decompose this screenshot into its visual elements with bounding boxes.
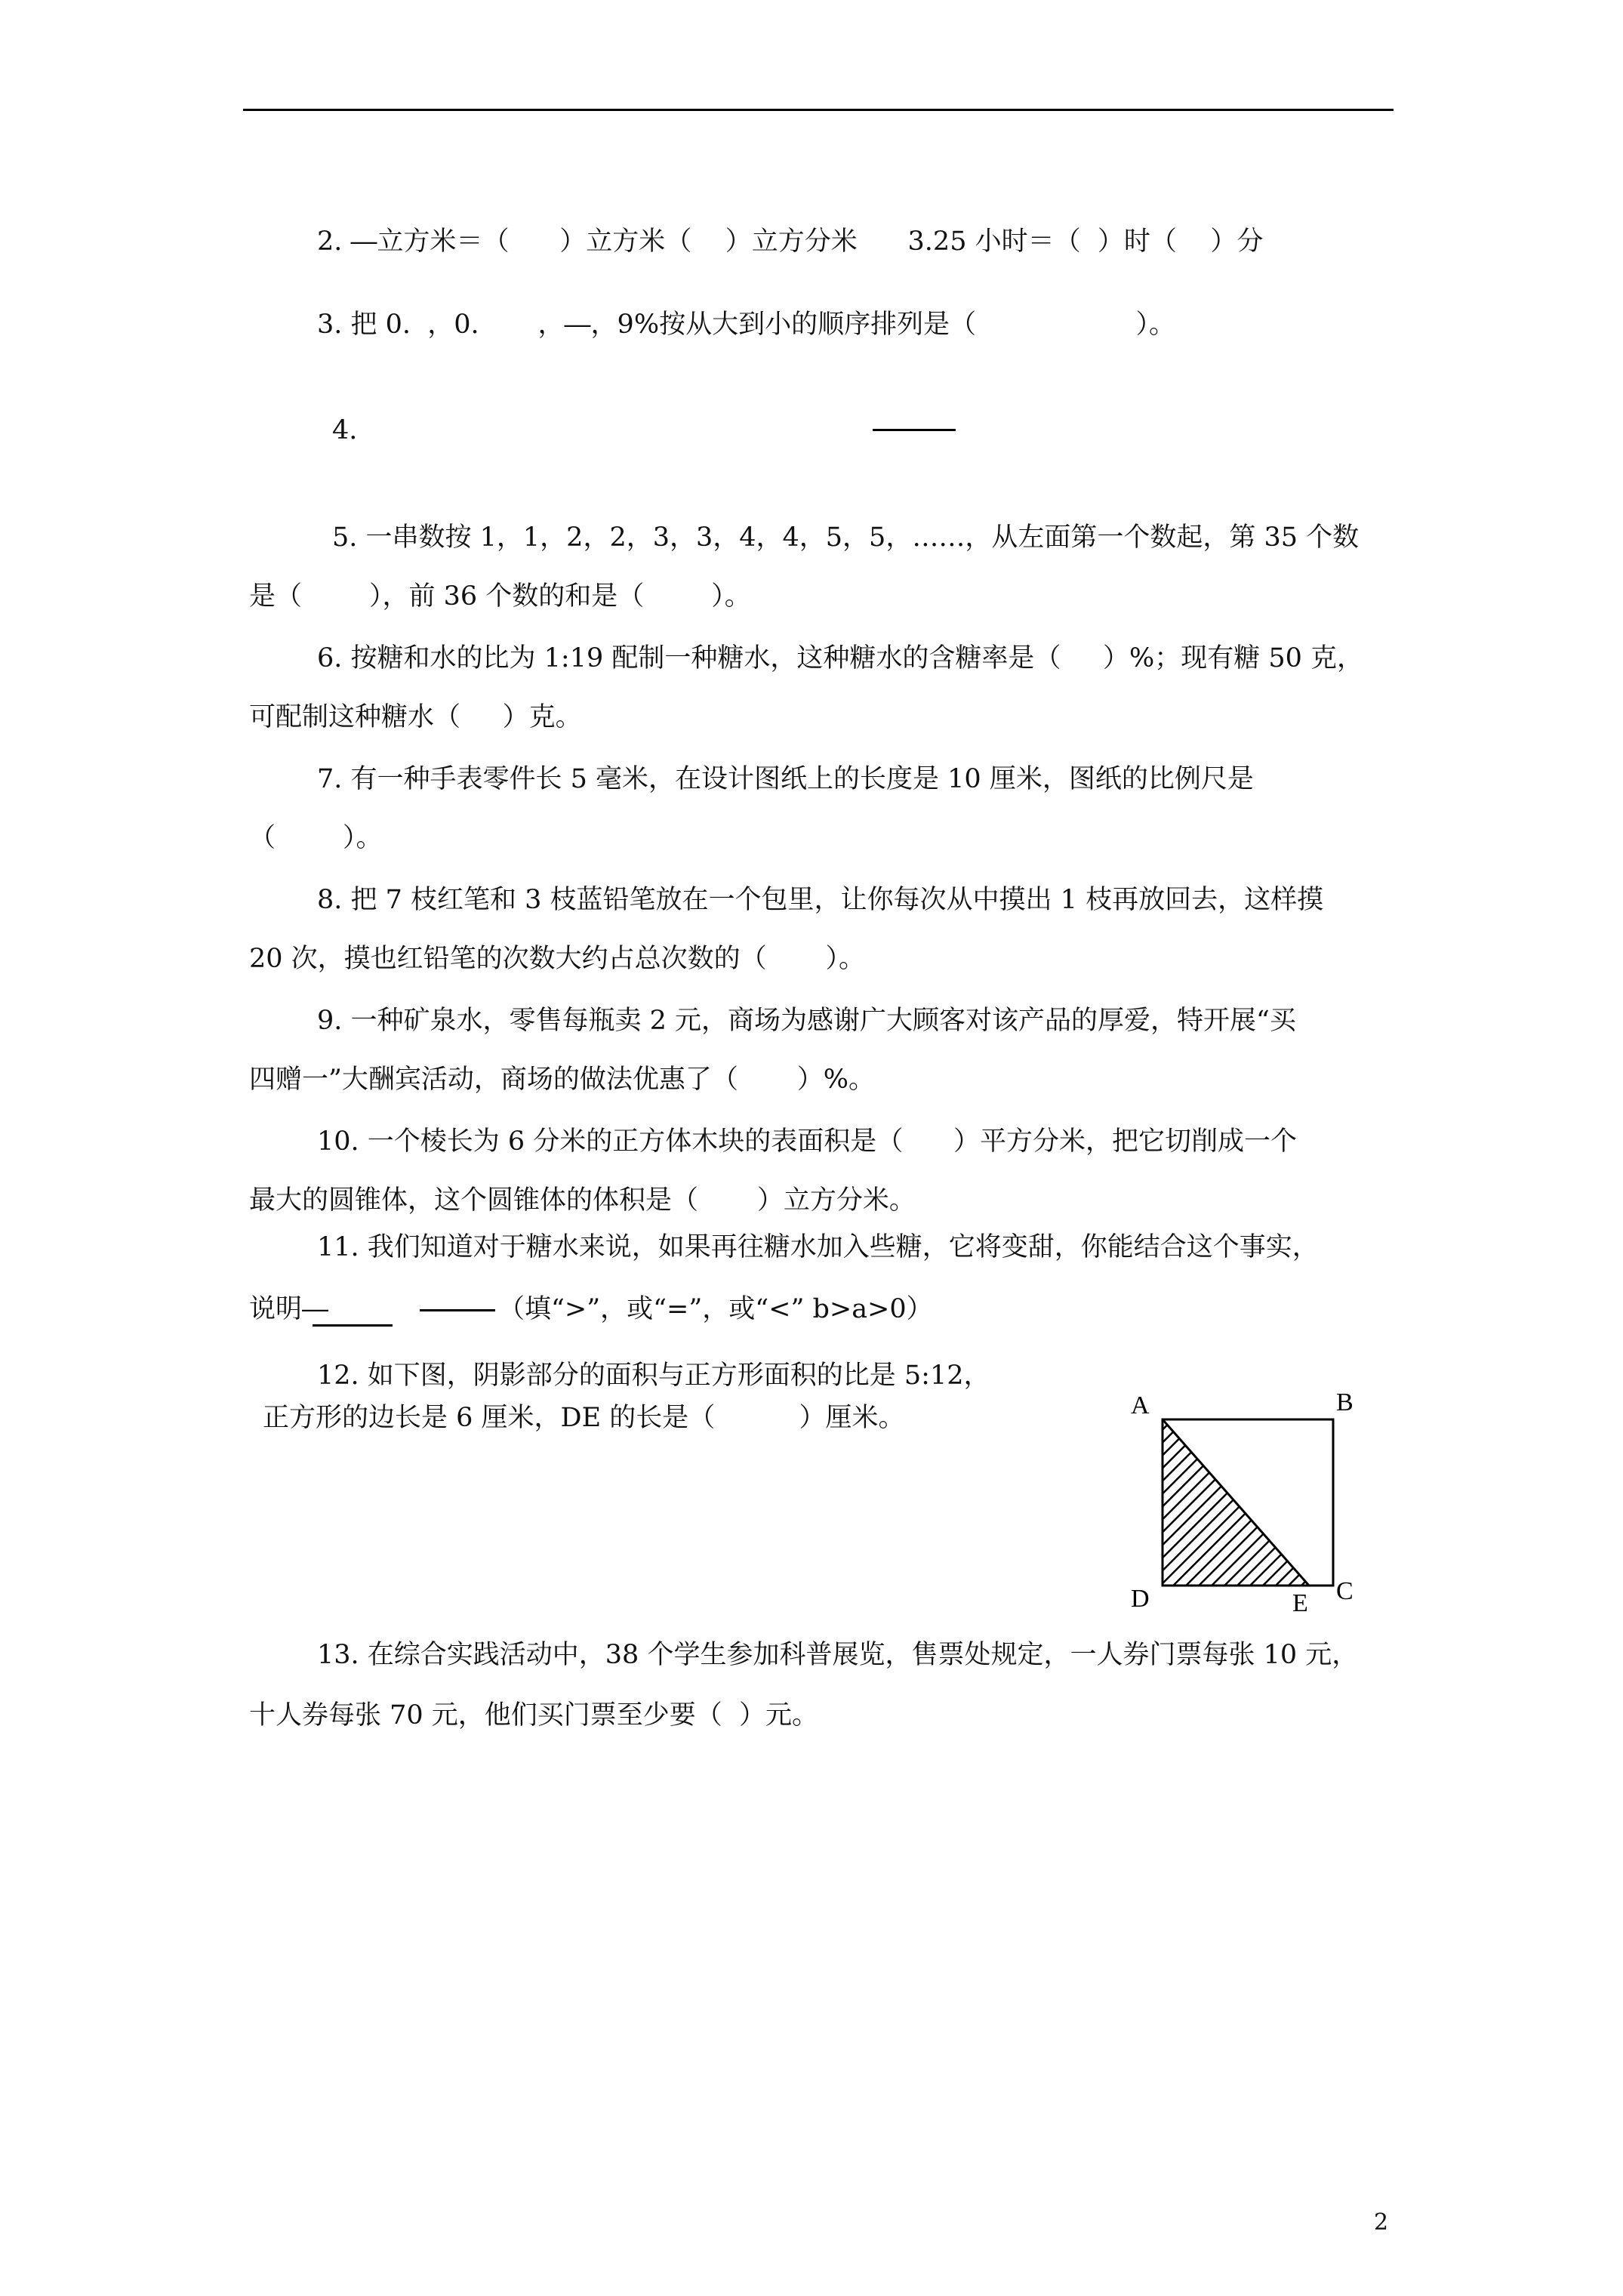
label-b: B	[1336, 1388, 1354, 1416]
question-11-line-2-suffix: （填“>”，或“=”，或“<” b>a>0）	[498, 1294, 933, 1324]
question-5-line-2: 是（ ），前 36 个数的和是（ ）。	[249, 581, 751, 612]
question-4-number: 4.	[332, 415, 358, 445]
label-e: E	[1292, 1589, 1308, 1617]
question-9-line-2: 四赠一”大酬宾活动，商场的做法优惠了（ ）%。	[249, 1065, 876, 1095]
question-2: 2. ―立方米＝（ ）立方米（ ）立方分米 3.25 小时＝（ ）时（ ）分	[317, 227, 1264, 257]
question-3: 3. 把 0. ，0. ，―，9%按从大到小的顺序排列是（ ）。	[317, 310, 1175, 340]
question-12-line-1: 12. 如下图，阴影部分的面积与正方形面积的比是 5:12，	[317, 1361, 990, 1391]
question-9-line-1: 9. 一种矿泉水，零售每瓶卖 2 元，商场为感谢广大顾客对该产品的厚爱，特开展“买	[317, 1006, 1296, 1036]
square-diagram	[1123, 1388, 1354, 1617]
label-c: C	[1336, 1577, 1354, 1605]
question-11-line-2-prefix: 说明―	[249, 1294, 329, 1324]
question-10-line-1: 10. 一个棱长为 6 分米的正方体木块的表面积是（ ）平方分米，把它切削成一个	[317, 1126, 1298, 1157]
question-10-line-2: 最大的圆锥体，这个圆锥体的体积是（ ）立方分米。	[249, 1185, 916, 1216]
label-d: D	[1131, 1585, 1150, 1613]
question-4-fraction-bar	[873, 429, 956, 431]
question-8-line-1: 8. 把 7 枝红笔和 3 枝蓝铅笔放在一个包里，让你每次从中摸出 1 枝再放回去，这样摸	[317, 885, 1324, 915]
question-8-line-2: 20 次，摸也红铅笔的次数大约占总次数的（ ）。	[249, 944, 866, 974]
question-7-line-1: 7. 有一种手表零件长 5 毫米，在设计图纸上的长度是 10 厘米，图纸的比例尺是	[317, 764, 1254, 794]
question-11-fraction-bar	[420, 1309, 495, 1311]
question-11-line-1: 11. 我们知道对于糖水来说，如果再往糖水加入些糖，它将变甜，你能结合这个事实，	[317, 1232, 1319, 1262]
question-6-line-2: 可配制这种糖水（ ）克。	[249, 702, 582, 732]
question-11-blank	[313, 1324, 393, 1327]
page-number: 2	[1374, 2209, 1389, 2236]
question-13-line-2: 十人券每张 70 元，他们买门票至少要（ ）元。	[249, 1700, 819, 1730]
question-5-line-1: 5. 一串数按 1，1，2，2，3，3，4，4，5，5，……，从左面第一个数起，第 35 个数	[332, 522, 1360, 553]
label-a: A	[1131, 1391, 1150, 1419]
header-rule	[243, 109, 1394, 111]
question-12-line-2: 正方形的边长是 6 厘米，DE 的长是（ ）厘米。	[263, 1403, 905, 1433]
question-13-line-1: 13. 在综合实践活动中，38 个学生参加科普展览，售票处规定，一人券门票每张 10 元，	[317, 1640, 1359, 1670]
question-6-line-1: 6. 按糖和水的比为 1:19 配制一种糖水，这种糖水的含糖率是（ ）%；现有糖 50 克，	[317, 643, 1364, 673]
question-7-line-2: （ ）。	[249, 823, 383, 853]
